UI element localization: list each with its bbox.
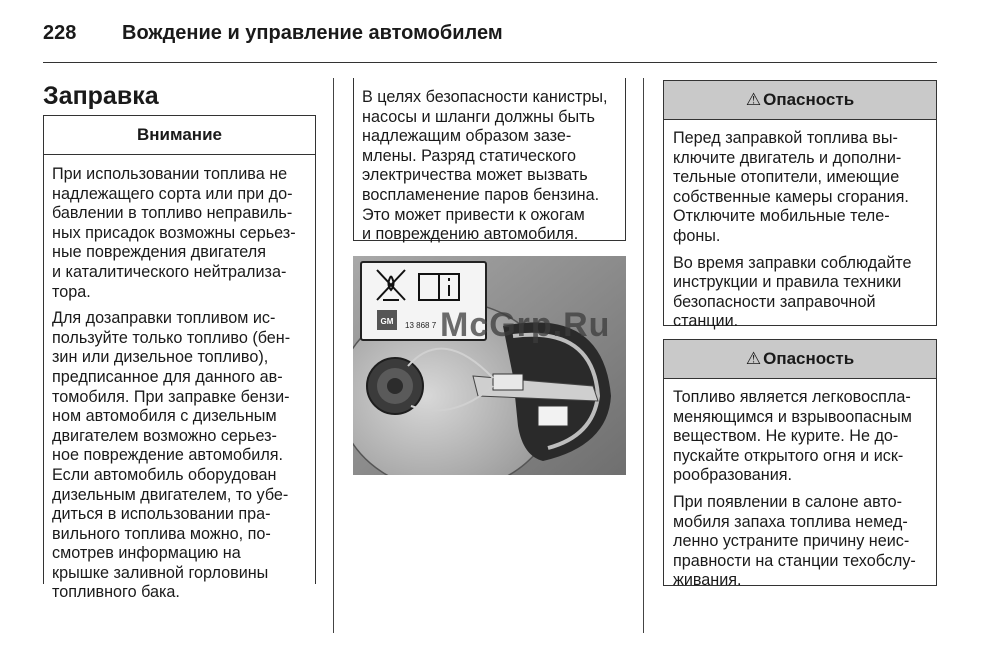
- fuel-filler-illustration: [353, 256, 626, 475]
- column-divider-2: [643, 78, 644, 633]
- danger-paragraph: Топливо является легковоспла- меняющимся и взрывоопасным веществом. Не курите. Не до- пускайте открытого огня и иск- рообразования.: [673, 388, 912, 485]
- danger-paragraph: Во время заправки соблюдайте инструкции и правила техники безопасности заправочной станции.: [673, 253, 912, 331]
- brand-badge: GM: [380, 317, 394, 326]
- header-divider: [43, 62, 937, 63]
- warning-triangle-icon: ⚠: [745, 349, 762, 368]
- attention-box: [43, 115, 316, 602]
- warning-triangle-icon: ⚠: [745, 90, 762, 109]
- attention-paragraph: Для дозаправки топливом ис- пользуйте только топливо (бен- зин или дизельное топливо), предписанное для данного ав- томобиля. При заправке бензи- ном автомобиля с дизельным двигателем возможно серьез- ное повреждение автомобиля. Если автомобиль оборудован дизельным двигателем, то убе- диться в использовании пра- вильного топлива можно, по- смотрев информацию на крышке заливной горловины топливного бака.: [52, 309, 291, 602]
- danger-title: Опасность: [763, 90, 855, 109]
- attention-body: [44, 155, 315, 603]
- danger-box-2: [663, 339, 937, 590]
- static-electricity-box: [353, 78, 626, 244]
- page-number: 228: [43, 22, 77, 44]
- danger-header: [664, 340, 936, 379]
- chapter-title: Вождение и управление автомобилем: [122, 22, 503, 44]
- danger-header: [664, 81, 936, 120]
- danger-title: Опасность: [763, 349, 855, 368]
- fuel-filler-photo: [353, 256, 626, 475]
- danger-paragraph: При появлении в салоне авто- мобиля запаха топлива немед- ленно устраните причину неис- правности на станции техобслу- живания.: [673, 492, 916, 590]
- section-title: Заправка: [43, 82, 159, 110]
- attention-title: Внимание: [44, 116, 315, 155]
- watermark-text: McGrp.Ru: [440, 306, 611, 344]
- column-divider-1: [333, 78, 334, 633]
- attention-paragraph: При использовании топлива не надлежащего сорта или при до- бавлении в топливо неправиль- ных присадок возможны серьез- ные повреждения двигателя и каталитического нейтрализа- тора.: [52, 165, 296, 301]
- danger-paragraph: Перед заправкой топлива вы- ключите двигатель и дополни- тельные отопители, имеющие собственные камеры сгорания. Отключите мобильные теле- фоны.: [673, 129, 909, 245]
- danger-box-1: [663, 80, 937, 331]
- static-electricity-text: В целях безопасности канистры, насосы и шланги должны быть надлежащим образом зазе- млены. Разряд статического электричества может вызвать воспламенение паров бензина. Это может привести к ожогам и повреждению автомобиля.: [362, 88, 608, 244]
- figure-code: 13 868 7: [405, 321, 437, 330]
